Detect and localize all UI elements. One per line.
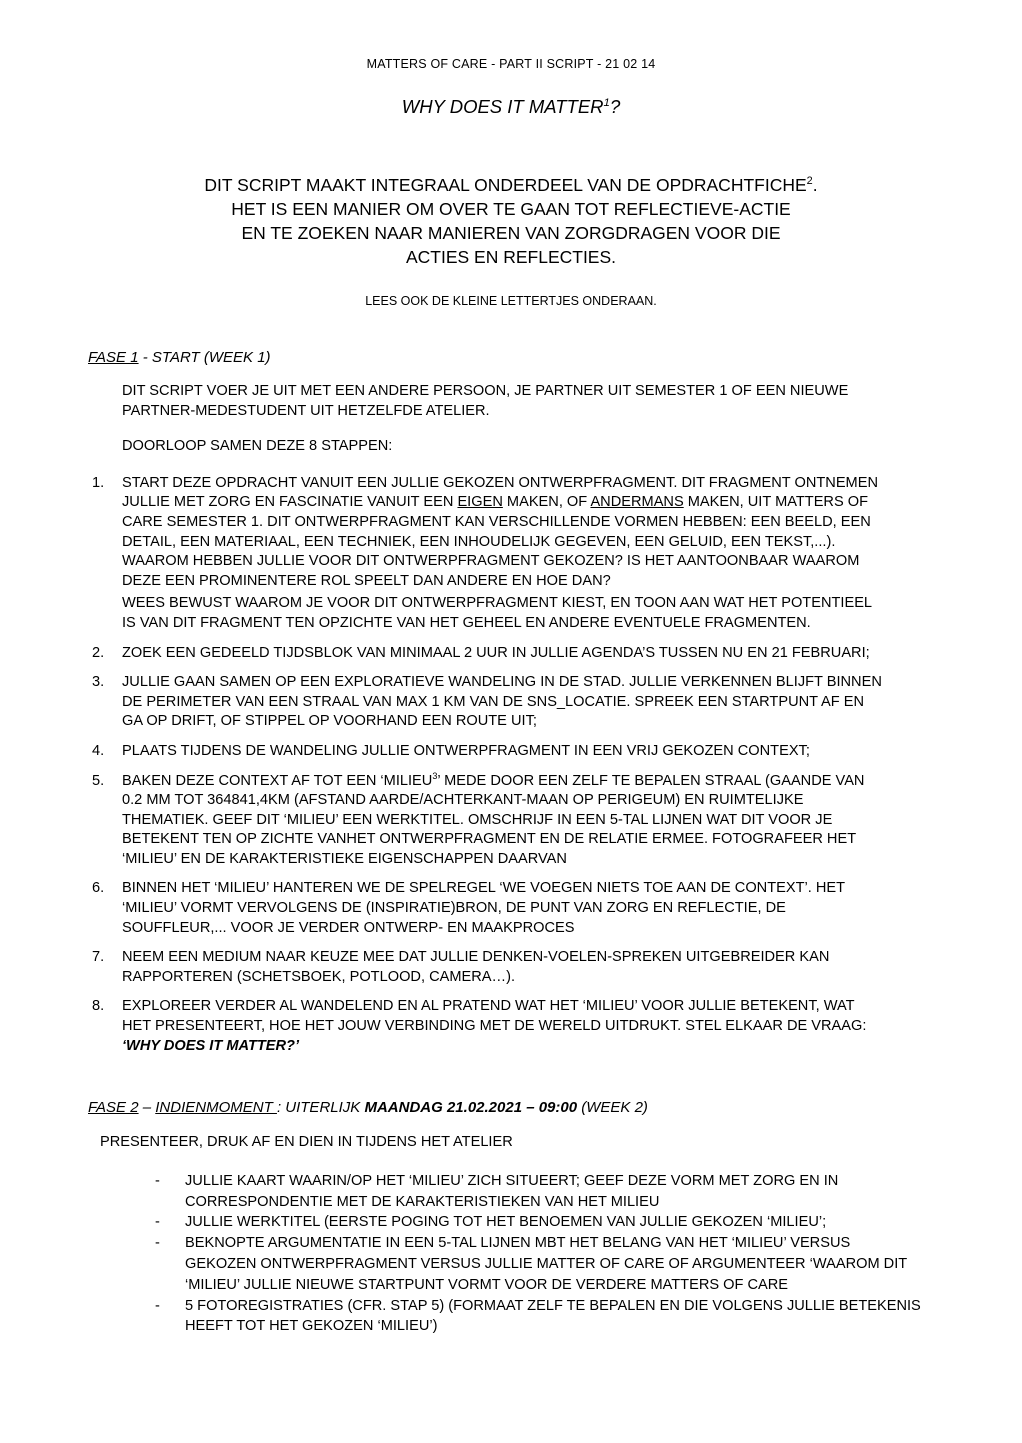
fase1-label: FASE 1 — [88, 349, 139, 366]
step-1-underlined-eigen: EIGEN — [457, 494, 503, 511]
deliverable-text: JULLIE WERKTITEL (EERSTE POGING TOT HET BENOEMEN VAN JULLIE GEKOZEN ‘MILIEU’; — [185, 1214, 827, 1231]
step-item-4 — [92, 742, 1022, 762]
intro-footnote-marker: 2 — [806, 175, 813, 188]
dash-bullet: - — [155, 1235, 160, 1252]
step-body — [122, 997, 885, 1056]
deliverable-text: JULLIE KAART WAARIN/OP HET ‘MILIEU’ ZICH SITUEERT; GEEF DEZE VORM MET ZORG EN IN CORRESPONDENTIE MET DE KARAKTERISTIEKEN VAN HET MILIEU — [185, 1172, 839, 1210]
steps-lead: DOORLOOP SAMEN DEZE 8 STAPPEN: — [122, 438, 393, 455]
step-1-paragraph-1 — [122, 474, 885, 592]
deliverable-item-3 — [155, 1233, 1022, 1295]
fase2-lead: PRESENTEER, DRUK AF EN DIEN IN TIJDENS HET ATELIER — [100, 1134, 513, 1151]
step-body: JULLIE GAAN SAMEN OP EEN EXPLORATIEVE WANDELING IN DE STAD. JULLIE VERKENNEN BLIJFT BINNEN DE PERIMETER VAN EEN STRAAL VAN MAX 1 KM VAN DE SNS_LOCATIE. SPREEK EEN STARTPUNT AF EN GA OP DRIFT, OF STIPPEL OP VOORHAND EEN ROUTE UIT; — [122, 674, 882, 730]
step-number: 6. — [92, 880, 105, 897]
fase2-heading-rest: (WEEK 2) — [577, 1099, 648, 1117]
step-5-text-a: BAKEN DEZE CONTEXT AF TOT EEN ‘MILIEU — [122, 772, 433, 789]
step-item-7 — [92, 948, 1022, 987]
step-1-underlined-andermans: ANDERMANS — [590, 494, 684, 511]
step-item-2 — [92, 644, 1022, 664]
deliverable-text: BEKNOPTE ARGUMENTATIE IN EEN 5-TAL LIJNEN MBT HET BELANG VAN HET ‘MILIEU’ VERSUS GEKOZEN ONTWERPFRAGMENT VERSUS JULLIE MATTER OF CARE OF ARGUMENTEER ‘WAAROM DIT ‘MILIEU’ JULLIE NIEUWE STARTPUNT VORMT VOOR DE VERDERE MATTERS OF CARE — [185, 1235, 907, 1293]
step-item-3 — [92, 673, 1022, 732]
page-title-text: WHY DOES IT MATTER — [401, 96, 604, 117]
step-item-5 — [92, 772, 1022, 870]
dash-bullet: - — [155, 1172, 160, 1189]
fase1-heading-rest: - START (WEEK 1) — [138, 349, 271, 366]
fase1-intro-paragraph: DIT SCRIPT VOER JE UIT MET EEN ANDERE PERSOON, JE PARTNER UIT SEMESTER 1 OF EEN NIEUWE PARTNER-MEDESTUDENT UIT HETZELFDE ATELIER. — [122, 383, 849, 419]
step-8-bold-question: ‘WHY DOES IT MATTER?’ — [122, 1037, 300, 1054]
step-8-text: EXPLOREER VERDER AL WANDELEND EN AL PRATEND WAT HET ‘MILIEU’ VOOR JULLIE BETEKENT, WAT HET PRESENTEERT, HOE HET JOUW VERBINDING MET DE WERELD UITDRUKT. STEL ELKAAR DE VRAAG: — [122, 998, 867, 1035]
fase2-heading — [88, 1098, 1022, 1118]
step-number: 7. — [92, 949, 105, 966]
dash-bullet: - — [155, 1297, 160, 1314]
intro-line-1 — [0, 173, 1022, 197]
fase2-deliverables-list — [155, 1171, 1022, 1337]
step-number: 2. — [92, 644, 105, 661]
deliverable-item-1 — [155, 1171, 1022, 1213]
step-item-8 — [92, 997, 1022, 1056]
step-item-6 — [92, 879, 1022, 938]
step-number: 3. — [92, 674, 105, 691]
deliverable-text: 5 FOTOREGISTRATIES (CFR. STAP 5) (FORMAAT ZELF TE BEPALEN EN DIE VOLGENS JULLIE BETEKENIS HEEFT TOT HET GEKOZEN ‘MILIEU’) — [185, 1297, 921, 1335]
step-body — [122, 474, 885, 634]
fase2-indienmoment-label: INDIENMOMENT — [155, 1099, 277, 1117]
title-footnote-marker: 1 — [603, 96, 610, 109]
step-number: 5. — [92, 772, 105, 789]
fase2-heading-mid: : UITERLIJK — [276, 1099, 365, 1117]
step-body: BINNEN HET ‘MILIEU’ HANTEREN WE DE SPELREGEL ‘WE VOEGEN NIETS TOE AAN DE CONTEXT’. HET ‘MILIEU’ VORMT VERVOLGENS DE (INSPIRATIE)BRON, DE PUNT VAN ZORG EN REFLECTIE, DE SOUFFLEUR,... VOOR JE VERDER ONTWERP- EN MAAKPROCES — [122, 880, 845, 936]
step-1-paragraph-2: WEES BEWUST WAAROM JE VOOR DIT ONTWERPFRAGMENT KIEST, EN TOON AAN WAT HET POTENTIEEL IS VAN DIT FRAGMENT TEN OPZICHTE VAN HET GEHEEL EN ANDERE EVENTUELE FRAGMENTEN. — [122, 595, 872, 631]
deliverable-item-4 — [155, 1296, 1022, 1338]
intro-line-4: ACTIES EN REFLECTIES. — [405, 247, 617, 267]
page-title-question-mark: ? — [609, 96, 621, 117]
step-1-text-c: MAKEN, UIT MATTERS OF CARE SEMESTER 1. DIT ONTWERPFRAGMENT KAN VERSCHILLENDE VORMEN HEBBEN: EEN BEELD, EEN DETAIL, EEN MATERIAAL, EEN TECHNIEK, EEN INHOUDELIJK GEGEVEN, EEN GELUID, EEN TEKST,...). WAAROM HEBBEN JULLIE VOOR DIT ONTWERPFRAGMENT GEKOZEN? IS HET AANTOONBAAR WAAROM DEZE EEN PROMINENTERE ROL SPEELT DAN ANDERE EN HOE DAN? — [122, 494, 871, 589]
fase1-heading — [88, 348, 1022, 368]
milieu-footnote-marker: 3 — [432, 770, 438, 781]
step-body — [122, 772, 885, 870]
step-1-text-a: START DEZE OPDRACHT VANUIT EEN JULLIE GEKOZEN ONTWERPFRAGMENT. DIT FRAGMENT ONTNEMEN JULLIE MET ZORG EN FASCINATIE VANUIT EEN — [122, 474, 878, 511]
step-number: 8. — [92, 998, 105, 1015]
step-5-text-b: ’ MEDE DOOR EEN ZELF TE BEPALEN STRAAL (GAANDE VAN 0.2 MM TOT 364841,4KM (AFSTAND AARDE/ACHTERKANT-MAAN OP PERIGEUM) EN RUIMTELIJKE THEMATIEK. GEEF DIT ‘MILIEU’ EEN WERKTITEL. OMSCHRIJF IN EEN 5-TAL LIJNEN WAT DIT VOOR JE BETEKENT TEN OP ZICHTE VANHET ONTWERPFRAGMENT EN DE RELATIE ERMEE. FOTOGRAFEER HET ‘MILIEU’ EN DE KARAKTERISTIEKE EIGENSCHAPPEN DAARVAN — [122, 772, 865, 867]
fase2-separator: – — [138, 1099, 156, 1117]
step-body: PLAATS TIJDENS DE WANDELING JULLIE ONTWERPFRAGMENT IN EEN VRIJ GEKOZEN CONTEXT; — [122, 742, 810, 759]
fase2-label: FASE 2 — [88, 1099, 139, 1117]
intro-line-2: HET IS EEN MANIER OM OVER TE GAAN TOT REFLECTIEVE-ACTIE — [231, 199, 791, 219]
step-number: 1. — [92, 474, 105, 491]
step-body: NEEM EEN MEDIUM NAAR KEUZE MEE DAT JULLIE DENKEN-VOELEN-SPREKEN UITGEBREIDER KAN RAPPORTEREN (SCHETSBOEK, POTLOOD, CAMERA…). — [122, 949, 830, 985]
step-1-text-b: MAKEN, OF — [502, 494, 591, 511]
dash-bullet: - — [155, 1214, 160, 1231]
fase2-deadline: MAANDAG 21.02.2021 – 09:00 — [364, 1099, 578, 1117]
deliverable-item-2 — [155, 1212, 1022, 1233]
page-title — [0, 96, 1022, 118]
intro-line-1-text: DIT SCRIPT MAAKT INTEGRAAL ONDERDEEL VAN DE OPDRACHTFICHE — [204, 175, 807, 195]
step-item-1 — [92, 474, 1022, 634]
intro-line-1-period: . — [812, 175, 818, 195]
document-meta-line: MATTERS OF CARE - PART II SCRIPT - 21 02 14 — [366, 57, 656, 71]
step-body: ZOEK EEN GEDEELD TIJDSBLOK VAN MINIMAAL 2 UUR IN JULLIE AGENDA’S TUSSEN NU EN 21 FEBRUARI; — [122, 644, 870, 661]
intro-line-3: EN TE ZOEKEN NAAR MANIEREN VAN ZORGDRAGEN VOOR DIE — [241, 223, 781, 243]
steps-list — [0, 474, 1022, 1056]
fine-print-note: LEES OOK DE KLEINE LETTERTJES ONDERAAN. — [365, 294, 657, 308]
step-number: 4. — [92, 742, 105, 759]
intro-block — [0, 173, 1022, 269]
